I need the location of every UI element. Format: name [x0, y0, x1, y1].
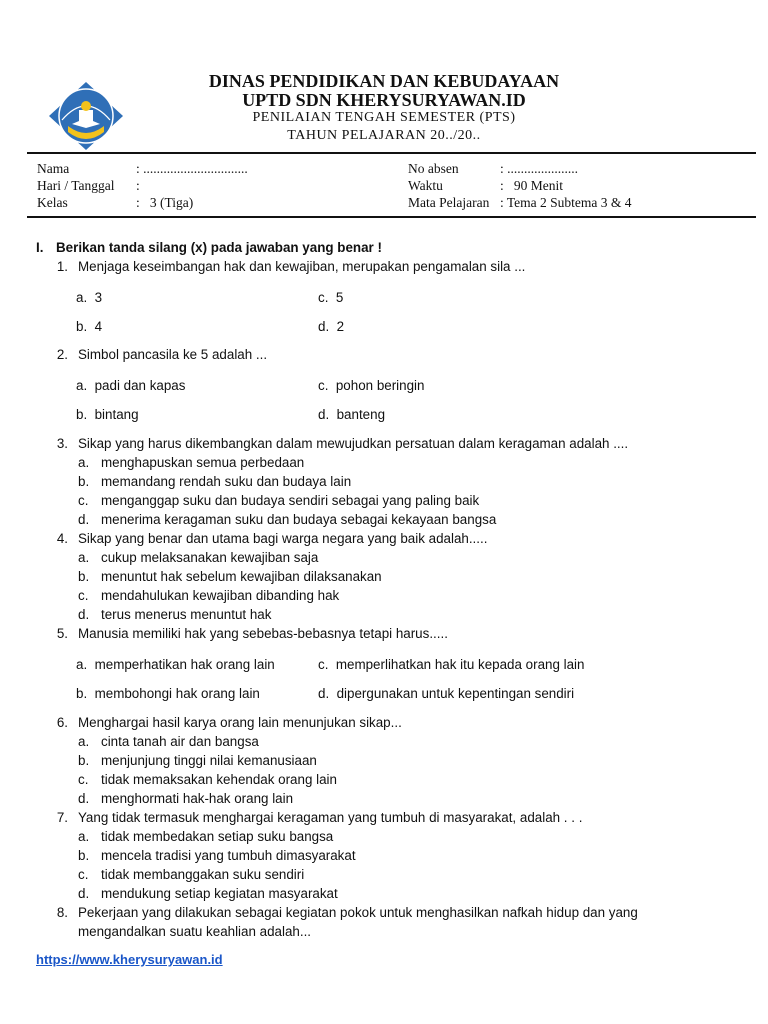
option-c: c. memperlihatkan hak itu kepada orang lain — [318, 657, 585, 672]
question-number: 8. — [56, 905, 68, 920]
mapel-value: : Tema 2 Subtema 3 & 4 — [500, 195, 632, 210]
option-text: memandang rendah suku dan budaya lain — [101, 474, 352, 489]
option-text: menjunjung tinggi nilai kemanusiaan — [101, 753, 317, 768]
header-line-4: TAHUN PELAJARAN 20../20.. — [287, 128, 481, 143]
option-text: menerima keragaman suku dan budaya sebagai kekayaan bangsa — [101, 512, 497, 527]
option-text: tidak membanggakan suku sendiri — [101, 867, 305, 882]
absen-value: : ..................... — [500, 161, 579, 176]
header-line-1: DINAS PENDIDIKAN DAN KEBUDAYAAN — [208, 71, 560, 91]
header-rule-bottom — [27, 216, 756, 218]
option-letter: b. — [78, 848, 90, 863]
option-letter: b. — [78, 474, 90, 489]
question-text: Sikap yang benar dan utama bagi warga negara yang baik adalah..... — [78, 531, 488, 546]
option-text: menghormati hak-hak orang lain — [101, 791, 294, 806]
option-a: a. 3 — [76, 290, 103, 305]
question-number: 7. — [56, 810, 68, 825]
option-letter: c. — [78, 493, 89, 508]
hari-value: : — [136, 178, 140, 193]
option-text: mencela tradisi yang tumbuh dimasyarakat — [101, 848, 356, 863]
option-text: tidak memaksakan kehendak orang lain — [101, 772, 337, 787]
option-letter: d. — [78, 791, 90, 806]
question-number: 4. — [56, 531, 68, 546]
option-text: terus menerus menuntut hak — [101, 607, 272, 622]
nama-value: : ............................... — [136, 161, 248, 176]
header-line-2: UPTD SDN KHERYSURYAWAN.ID — [242, 90, 526, 110]
question-text-continued: mengandalkan suatu keahlian adalah... — [78, 924, 312, 939]
option-text: cinta tanah air dan bangsa — [101, 734, 259, 749]
option-text: mendukung setiap kegiatan masyarakat — [101, 886, 338, 901]
option-text: menghapuskan semua perbedaan — [101, 455, 305, 470]
option-b: b. 4 — [76, 319, 103, 334]
option-letter: d. — [78, 512, 90, 527]
waktu-label: Waktu — [408, 178, 443, 193]
option-c: c. 5 — [318, 290, 344, 305]
waktu-value: : 90 Menit — [500, 178, 563, 193]
question-text: Sikap yang harus dikembangkan dalam mewujudkan persatuan dalam keragaman adalah .... — [78, 436, 629, 451]
option-letter: c. — [78, 867, 89, 882]
section-title: Berikan tanda silang (x) pada jawaban yang benar ! — [56, 240, 382, 255]
question-number: 3. — [56, 436, 68, 451]
question-number: 1. — [56, 259, 68, 274]
option-d: d. 2 — [318, 319, 345, 334]
question-text: Menjaga keseimbangan hak dan kewajiban, merupakan pengamalan sila ... — [78, 259, 526, 274]
question-text: Simbol pancasila ke 5 adalah ... — [78, 347, 268, 362]
header-line-3: PENILAIAN TENGAH SEMESTER (PTS) — [252, 110, 516, 125]
option-letter: d. — [78, 607, 90, 622]
option-letter: a. — [78, 550, 90, 565]
option-b: b. membohongi hak orang lain — [76, 686, 260, 701]
question-text: Manusia memiliki hak yang sebebas-bebasnya tetapi harus..... — [78, 626, 448, 641]
option-text: mendahulukan kewajiban dibanding hak — [101, 588, 340, 603]
hari-label: Hari / Tanggal — [37, 178, 115, 193]
option-a: a. memperhatikan hak orang lain — [76, 657, 275, 672]
option-letter: c. — [78, 588, 89, 603]
option-d: d. dipergunakan untuk kepentingan sendiri — [318, 686, 575, 701]
option-letter: a. — [78, 455, 90, 470]
kelas-value: : 3 (Tiga) — [136, 195, 194, 210]
question-number: 5. — [56, 626, 68, 641]
question-number: 6. — [56, 715, 68, 730]
question-text: Menghargai hasil karya orang lain menunjukan sikap... — [78, 715, 402, 730]
option-letter: c. — [78, 772, 89, 787]
option-text: tidak membedakan setiap suku bangsa — [101, 829, 334, 844]
option-text: menuntut hak sebelum kewajiban dilaksanakan — [101, 569, 382, 584]
option-text: cukup melaksanakan kewajiban saja — [101, 550, 319, 565]
mapel-label: Mata Pelajaran — [408, 195, 490, 210]
option-text: menganggap suku dan budaya sendiri sebagai yang paling baik — [101, 493, 480, 508]
option-letter: a. — [78, 734, 90, 749]
absen-label: No absen — [408, 161, 459, 176]
section-number: I. — [36, 240, 44, 255]
question-text: Yang tidak termasuk menghargai keragaman yang tumbuh di masyarakat, adalah . . . — [78, 810, 583, 825]
option-letter: d. — [78, 886, 90, 901]
nama-label: Nama — [37, 161, 70, 176]
option-b: b. bintang — [76, 407, 139, 422]
option-a: a. padi dan kapas — [76, 378, 186, 393]
option-c: c. pohon beringin — [318, 378, 425, 393]
option-letter: a. — [78, 829, 90, 844]
question-text: Pekerjaan yang dilakukan sebagai kegiatan pokok untuk menghasilkan nafkah hidup dan yang — [78, 905, 638, 920]
option-letter: b. — [78, 569, 90, 584]
kelas-label: Kelas — [37, 195, 68, 210]
question-number: 2. — [56, 347, 68, 362]
website-link[interactable]: https://www.kherysuryawan.id — [36, 952, 223, 967]
header-rule-top — [27, 152, 756, 154]
option-d: d. banteng — [318, 407, 386, 422]
option-letter: b. — [78, 753, 90, 768]
